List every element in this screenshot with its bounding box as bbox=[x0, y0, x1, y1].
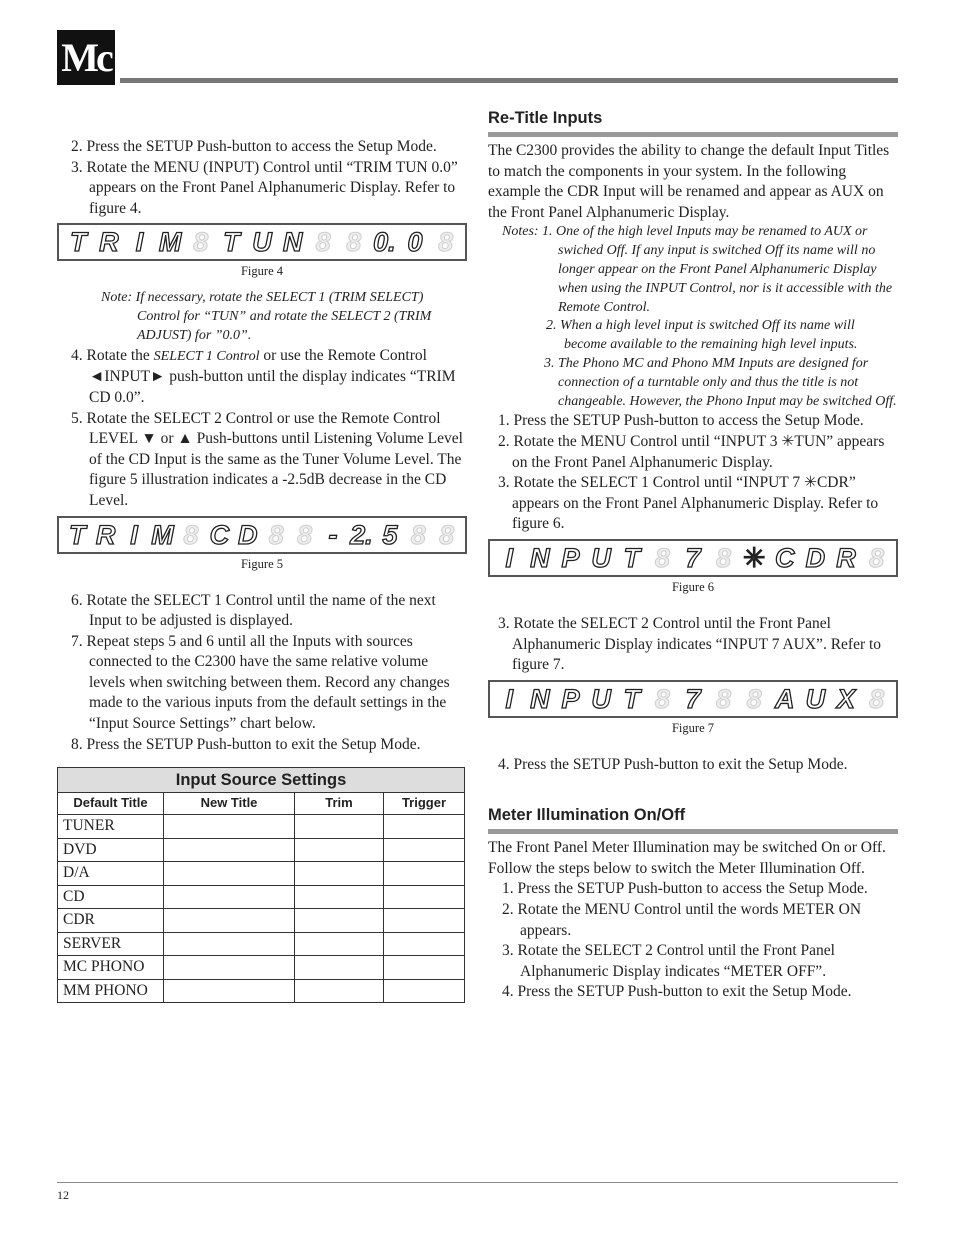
lcd-character: N bbox=[530, 683, 550, 714]
table-row bbox=[58, 885, 465, 909]
lcd-character bbox=[291, 521, 317, 549]
lcd-character: N bbox=[282, 227, 303, 258]
blank-entry-cell bbox=[295, 885, 384, 909]
blank-entry-cell bbox=[295, 932, 384, 956]
input-source-settings-table bbox=[57, 767, 465, 1003]
blank-entry-cell bbox=[295, 862, 384, 886]
note-text: Note: If necessary, rotate the SELECT 1 (TRIM SELECT) Control for “TUN” and rotate the SELECT 2 (TRIM ADJUST) for ”0.0”. bbox=[101, 290, 432, 343]
lcd-character: 0 bbox=[407, 227, 423, 258]
blank-entry-cell bbox=[295, 838, 384, 862]
blank-entry-cell bbox=[164, 885, 295, 909]
lcd-character bbox=[309, 228, 338, 256]
blank-entry-cell bbox=[384, 956, 465, 980]
step-item: 2. Rotate the MENU Control until the words METER ON appears. bbox=[502, 901, 862, 939]
lcd-character bbox=[862, 685, 891, 713]
table-row bbox=[58, 862, 465, 886]
blank-entry-cell bbox=[295, 979, 384, 1003]
col-header: New Title bbox=[164, 793, 295, 815]
blank-entry-cell bbox=[164, 979, 295, 1003]
figure-4-caption: Figure 4 bbox=[240, 264, 283, 279]
figure-5-caption: Figure 5 bbox=[240, 556, 283, 571]
lcd-character: T bbox=[70, 227, 87, 258]
lcd-character: 7 bbox=[685, 683, 701, 714]
intro-paragraph: The Front Panel Meter Illumination may be switched On or Off. Follow the steps below to switch the Meter Illumination Off. bbox=[488, 839, 886, 877]
lcd-character bbox=[648, 685, 677, 713]
blank-entry-cell bbox=[295, 909, 384, 933]
lcd-character bbox=[263, 521, 289, 549]
section-heading-meter: Meter Illumination On/Off bbox=[488, 805, 898, 834]
step-item: 4. Rotate the SELECT 1 Control or use the Remote Control ◄INPUT► push-button until the display indicates “TRIM CD 0.0”. bbox=[71, 346, 456, 406]
table-row bbox=[58, 815, 465, 839]
col-header: Trigger bbox=[384, 793, 465, 815]
step-item: 7. Repeat steps 5 and 6 until all the Inputs with sources connected to the C2300 have the same relative volume levels when switching between them. Record any changes made to the various inputs from the default settings in the “Input Source Settings” chart below. bbox=[71, 632, 450, 733]
blank-entry-cell bbox=[164, 838, 295, 862]
intro-paragraph: The C2300 provides the ability to change the default Input Titles to match the components in your system. In the following example the CDR Input will be renamed and appear as AUX on the Front Panel Alphanumeric Display. bbox=[488, 142, 890, 221]
blank-entry-cell bbox=[384, 838, 465, 862]
lcd-character: T bbox=[68, 519, 86, 550]
lcd-character bbox=[709, 544, 738, 572]
blank-entry-cell bbox=[384, 979, 465, 1003]
table-body bbox=[58, 815, 465, 1003]
lcd-character: M bbox=[158, 227, 182, 258]
default-title-cell: DVD bbox=[58, 838, 164, 862]
step-item: 4. Press the SETUP Push-button to exit the Setup Mode. bbox=[498, 755, 848, 773]
header-rule bbox=[120, 78, 898, 83]
table-row bbox=[58, 838, 465, 862]
lcd-character: U bbox=[805, 683, 826, 714]
lcd-character: ✳ bbox=[742, 542, 766, 573]
lcd-character: A bbox=[775, 683, 795, 714]
default-title-cell: CDR bbox=[58, 909, 164, 933]
step-item: 3. Rotate the SELECT 1 Control until “INPUT 7 ✳CDR” appears on the Front Panel Alphanumeric Display. Refer to figure 6. bbox=[498, 474, 879, 533]
lcd-character: 2. bbox=[350, 519, 373, 550]
right-column bbox=[488, 108, 898, 1003]
figure-4-display bbox=[57, 223, 467, 261]
step-item: 5. Rotate the SELECT 2 Control or use the Remote Control LEVEL ▼ or ▲ Push-buttons until Listening Volume Level of the CD Input is the same as the Tuner Volume Level. The figure 5 illustration indicates a -2.5dB decrease in the CD Level. bbox=[71, 409, 463, 509]
blank-entry-cell bbox=[384, 862, 465, 886]
lcd-character: D bbox=[237, 519, 258, 550]
blank-entry-cell bbox=[384, 815, 465, 839]
lcd-character: D bbox=[805, 542, 826, 573]
lcd-character: R bbox=[95, 519, 116, 550]
col-header: Default Title bbox=[58, 793, 164, 815]
lcd-character: T bbox=[223, 227, 240, 258]
lcd-character: C bbox=[775, 542, 795, 573]
step-item: 3. Rotate the SELECT 2 Control until the Front Panel Alphanumeric Display indicates “INPUT 7 AUX”. Refer to figure 7. bbox=[498, 614, 882, 674]
lcd-character: T bbox=[623, 683, 640, 714]
default-title-cell: MC PHONO bbox=[58, 956, 164, 980]
note-text: 2. When a high level input is switched Off its name will become available to the remaining high level inputs. bbox=[546, 318, 858, 353]
blank-entry-cell bbox=[384, 932, 465, 956]
figure-7-display bbox=[488, 680, 898, 718]
section-heading-retitle: Re-Title Inputs bbox=[488, 108, 898, 137]
lcd-character: I bbox=[505, 683, 514, 714]
step-item: 4. Press the SETUP Push-button to exit the Setup Mode. bbox=[502, 983, 852, 1001]
lcd-character bbox=[178, 521, 204, 549]
page-number: 12 bbox=[57, 1188, 69, 1202]
default-title-cell: D/A bbox=[58, 862, 164, 886]
step-item: 8. Press the SETUP Push-button to exit the Setup Mode. bbox=[71, 735, 421, 753]
lcd-character: U bbox=[591, 683, 611, 714]
blank-entry-cell bbox=[164, 909, 295, 933]
left-column bbox=[57, 137, 467, 1003]
lcd-character bbox=[648, 544, 677, 572]
lcd-character bbox=[405, 521, 431, 549]
lcd-character bbox=[709, 685, 738, 713]
step-item: 2. Rotate the MENU Control until “INPUT 3 ✳TUN” appears on the Front Panel Alphanumeric Display. bbox=[498, 432, 885, 471]
lcd-character: 0. bbox=[373, 227, 396, 258]
table-row bbox=[58, 956, 465, 980]
lcd-character: U bbox=[591, 542, 611, 573]
default-title-cell: TUNER bbox=[58, 815, 164, 839]
lcd-character: R bbox=[836, 542, 856, 573]
lcd-character: U bbox=[252, 227, 272, 258]
lcd-character bbox=[433, 521, 459, 549]
table-row bbox=[58, 909, 465, 933]
table-title: Input Source Settings bbox=[58, 768, 465, 793]
lcd-character: T bbox=[623, 542, 640, 573]
step-item: 2. Press the SETUP Push-button to access the Setup Mode. bbox=[71, 138, 437, 155]
lcd-character bbox=[186, 228, 215, 256]
default-title-cell: SERVER bbox=[58, 932, 164, 956]
note-text: 3. The Phono MC and Phono MM Inputs are designed for connection of a turntable only and thus the title is not changeable. However, the Phono Input may be switched Off. bbox=[544, 355, 897, 409]
blank-entry-cell bbox=[164, 815, 295, 839]
figure-6-caption: Figure 6 bbox=[671, 579, 714, 594]
col-header: Trim bbox=[295, 793, 384, 815]
figure-6-display bbox=[488, 539, 898, 577]
blank-entry-cell bbox=[164, 932, 295, 956]
note-text: Notes: 1. One of the high level Inputs may be renamed to AUX or swiched Off. If any input is switched Off its name will no longer appear on the Front Panel Alphanumeric Display when using the INPUT Control, nor is it accessible with the Remote Control. bbox=[502, 224, 893, 315]
table-row bbox=[58, 979, 465, 1003]
lcd-character: I bbox=[135, 227, 144, 258]
default-title-cell: MM PHONO bbox=[58, 979, 164, 1003]
default-title-cell: CD bbox=[58, 885, 164, 909]
lcd-character: P bbox=[561, 542, 580, 573]
lcd-character bbox=[740, 685, 769, 713]
lcd-character: 5 bbox=[382, 519, 398, 550]
lcd-character: I bbox=[505, 542, 514, 573]
table-row bbox=[58, 932, 465, 956]
lcd-character bbox=[339, 228, 368, 256]
blank-entry-cell bbox=[384, 885, 465, 909]
blank-entry-cell bbox=[295, 815, 384, 839]
blank-entry-cell bbox=[384, 909, 465, 933]
blank-entry-cell bbox=[295, 956, 384, 980]
step-item: 1. Press the SETUP Push-button to access the Setup Mode. bbox=[502, 880, 868, 898]
lcd-character: - bbox=[328, 519, 338, 550]
lcd-character: 7 bbox=[685, 542, 701, 573]
lcd-character: C bbox=[209, 519, 230, 550]
figure-5-display bbox=[57, 516, 467, 554]
step-item: 3. Rotate the SELECT 2 Control until the Front Panel Alphanumeric Display indicates “METER OFF”. bbox=[502, 942, 835, 980]
lcd-character: P bbox=[561, 683, 580, 714]
lcd-character bbox=[431, 228, 460, 256]
blank-entry-cell bbox=[164, 862, 295, 886]
lcd-character: R bbox=[99, 227, 119, 258]
step-item: 1. Press the SETUP Push-button to access the Setup Mode. bbox=[498, 412, 864, 430]
step-item: 3. Rotate the MENU (INPUT) Control until “TRIM TUN 0.0” appears on the Front Panel Alphanumeric Display. Refer to figure 4. bbox=[71, 158, 458, 217]
lcd-character: N bbox=[530, 542, 550, 573]
mcintosh-logo: Mc bbox=[57, 30, 115, 85]
lcd-character: I bbox=[130, 519, 138, 550]
lcd-character bbox=[862, 544, 891, 572]
lcd-character: M bbox=[151, 519, 174, 550]
lcd-character: X bbox=[837, 683, 856, 714]
blank-entry-cell bbox=[164, 956, 295, 980]
figure-7-caption: Figure 7 bbox=[671, 720, 714, 735]
step-item: 6. Rotate the SELECT 1 Control until the name of the next Input to be adjusted is displayed. bbox=[71, 591, 436, 630]
footer-rule bbox=[57, 1182, 898, 1183]
